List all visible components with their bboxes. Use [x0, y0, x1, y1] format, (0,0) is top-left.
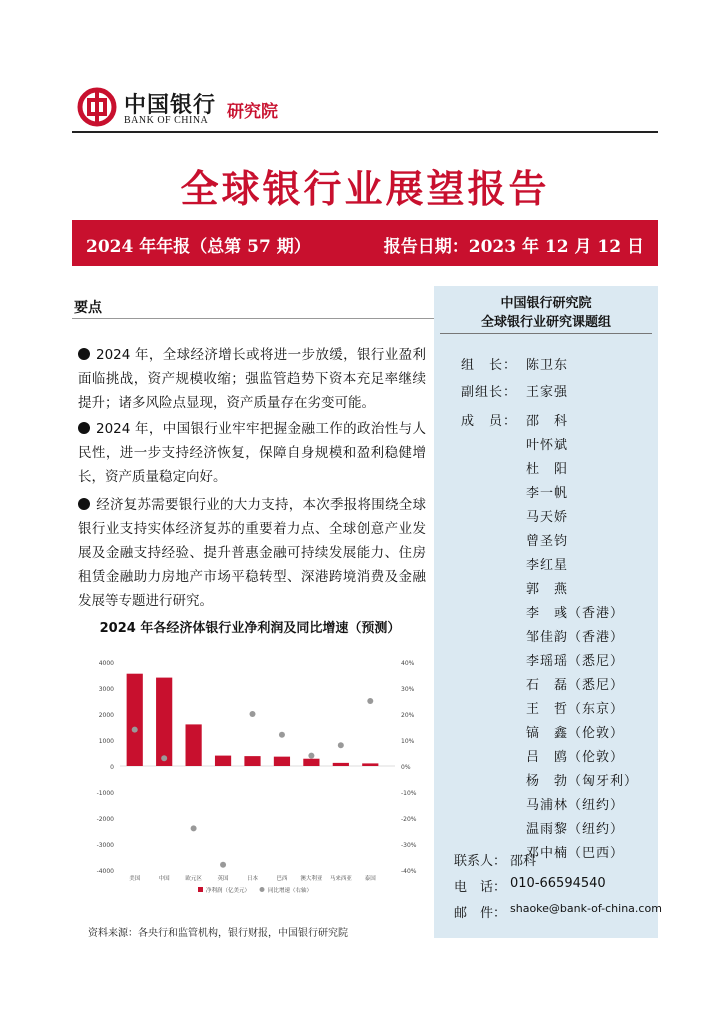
- bar: [127, 674, 143, 766]
- phone-label: 电 话：: [454, 880, 507, 895]
- bullet-icon: [78, 348, 90, 360]
- bar: [186, 724, 202, 766]
- header-divider: [72, 131, 658, 133]
- issue-banner: [72, 220, 658, 266]
- x-tick-label: 欧元区: [185, 876, 202, 882]
- x-tick-label: 美国: [129, 876, 141, 882]
- y-right-tick-label: -40%: [401, 868, 417, 875]
- growth-dot: [191, 825, 197, 831]
- member-name: 邵 科: [526, 414, 569, 429]
- legend-dot-label: 同比增速（右轴）: [268, 888, 313, 894]
- member-name: 邹佳韵（香港）: [526, 630, 625, 645]
- y-left-tick-label: 3000: [98, 686, 114, 693]
- key-point-2: [78, 417, 426, 489]
- growth-dot: [338, 742, 344, 748]
- growth-dot: [220, 862, 226, 868]
- x-tick-label: 巴西: [276, 876, 288, 882]
- growth-dot: [308, 753, 314, 759]
- y-left-tick-label: -2000: [96, 816, 114, 823]
- growth-dot: [161, 755, 167, 761]
- member-name: 叶怀斌: [526, 438, 569, 453]
- report-title: 全球银行业展望报告: [180, 166, 550, 211]
- member-name: 李一帆: [526, 486, 569, 501]
- x-tick-label: 泰国: [364, 876, 376, 882]
- key-point-text: 2024 年，全球经济增长或将进一步放缓，银行业盈利面临挑战，资产规模收缩；强监管趋势下资本充足率继续提升；诸多风险点显现，资产质量存在劣变可能。: [78, 347, 426, 411]
- y-right-tick-label: 30%: [401, 686, 415, 693]
- member-name: 镐 鑫（伦敦）: [526, 726, 625, 741]
- panel-org: 中国银行研究院: [500, 296, 592, 311]
- member-name: 马浦林（纽约）: [526, 798, 625, 813]
- y-right-tick-label: 0%: [401, 764, 411, 771]
- contact-label: 联系人：: [454, 854, 507, 869]
- member-name: 郭 燕: [526, 582, 569, 597]
- y-left-tick-label: -3000: [96, 842, 114, 849]
- net-profit-chart: [80, 648, 420, 894]
- legend-dot-swatch: [260, 887, 265, 892]
- institute-label: 研究院: [227, 102, 278, 122]
- legend-bar-swatch: [198, 887, 203, 892]
- member-name: 曾圣钧: [526, 534, 569, 549]
- phone-row: [454, 876, 606, 895]
- bank-logo: [78, 88, 228, 128]
- member-name: 吕 鸥（伦敦）: [526, 750, 625, 765]
- bullet-icon: [78, 422, 90, 434]
- contact-name: 邵科: [510, 854, 537, 869]
- bar: [362, 763, 378, 766]
- member-name: 马天娇: [526, 510, 569, 525]
- growth-dot: [132, 727, 138, 733]
- phone-number: 010-66594540: [510, 876, 606, 891]
- y-right-tick-label: 10%: [401, 738, 415, 745]
- bank-of-china-logo-icon: [78, 88, 116, 126]
- x-tick-label: 马来西亚: [329, 876, 352, 882]
- email-address: shaoke@bank-of-china.com: [510, 902, 662, 915]
- section-heading: 要点: [74, 300, 102, 316]
- email-label: 邮 件：: [454, 906, 507, 921]
- y-right-tick-label: 20%: [401, 712, 415, 719]
- email-row: [454, 902, 662, 921]
- y-left-tick-label: 2000: [98, 712, 114, 719]
- growth-dot: [250, 711, 256, 717]
- key-point-1: [78, 343, 426, 415]
- deputy-label: 副组长：: [461, 385, 518, 400]
- deputy-name: 王家强: [526, 385, 569, 400]
- section-divider: [72, 318, 434, 319]
- key-point-3: [78, 493, 426, 613]
- bar: [274, 757, 290, 766]
- y-right-tick-label: 40%: [401, 660, 415, 667]
- legend-bar-label: 净利润（亿美元）: [206, 888, 251, 894]
- panel-divider: [440, 333, 652, 334]
- bar: [244, 756, 260, 766]
- x-tick-label: 日本: [246, 876, 259, 882]
- report-date: 报告日期：2023 年 12 月 12 日: [383, 237, 644, 257]
- y-left-tick-label: -1000: [96, 790, 114, 797]
- member-name: 温雨黎（纽约）: [526, 822, 625, 837]
- bullet-icon: [78, 498, 90, 510]
- member-name: 李瑶瑶（悉尼）: [526, 654, 625, 669]
- y-right-tick-label: -30%: [401, 842, 417, 849]
- bar: [333, 763, 349, 766]
- growth-dot: [367, 698, 373, 704]
- logo-english-text: BANK OF CHINA: [124, 115, 209, 126]
- leader-name: 陈卫东: [526, 358, 569, 373]
- member-name: 王 哲（东京）: [526, 702, 625, 717]
- issue-label: 2024 年年报（总第 57 期）: [86, 237, 311, 257]
- chart-title: 2024 年各经济体银行业净利润及同比增速（预测）: [99, 621, 401, 636]
- key-point-text: 经济复苏需要银行业的大力支持，本次季报将围绕全球银行业支持实体经济复苏的重要着力点、全球创意产业发展及金融支持经验、提升普惠金融可持续发展能力、住房租赁金融助力房地产市场平稳转型、深港跨境消费及金融发展等专题进行研究。: [78, 497, 426, 609]
- x-tick-label: 澳大利亚: [300, 876, 323, 882]
- member-name: 李 彧（香港）: [526, 606, 625, 621]
- y-left-tick-label: 4000: [98, 660, 114, 667]
- key-point-text: 2024 年，中国银行业牢牢把握金融工作的政治性与人民性，进一步支持经济恢复，保障自身规模和盈利稳健增长，资产质量稳定向好。: [78, 421, 426, 485]
- x-tick-label: 英国: [217, 876, 229, 882]
- y-left-tick-label: 0: [110, 764, 114, 771]
- member-name: 杨 勃（匈牙利）: [526, 774, 639, 789]
- member-name: 石 磊（悉尼）: [526, 678, 625, 693]
- x-tick-label: 中国: [158, 876, 170, 882]
- member-name: 邓中楠（巴西）: [526, 846, 625, 861]
- member-name: 杜 阳: [526, 462, 569, 477]
- member-name: 李红星: [526, 558, 569, 573]
- bar: [303, 759, 319, 766]
- y-right-tick-label: -20%: [401, 816, 417, 823]
- contact-row: [454, 850, 537, 869]
- members-label: 成 员：: [461, 414, 518, 429]
- bar: [215, 756, 231, 766]
- y-left-tick-label: -4000: [96, 868, 114, 875]
- leader-label: 组 长：: [461, 358, 518, 373]
- growth-dot: [279, 732, 285, 738]
- panel-group: 全球银行业研究课题组: [480, 315, 611, 330]
- source-note: 资料来源：各央行和监管机构，银行财报，中国银行研究院: [88, 928, 348, 939]
- y-right-tick-label: -10%: [401, 790, 417, 797]
- y-left-tick-label: 1000: [98, 738, 114, 745]
- logo-chinese-text: 中国银行: [124, 92, 217, 118]
- bar: [156, 678, 172, 766]
